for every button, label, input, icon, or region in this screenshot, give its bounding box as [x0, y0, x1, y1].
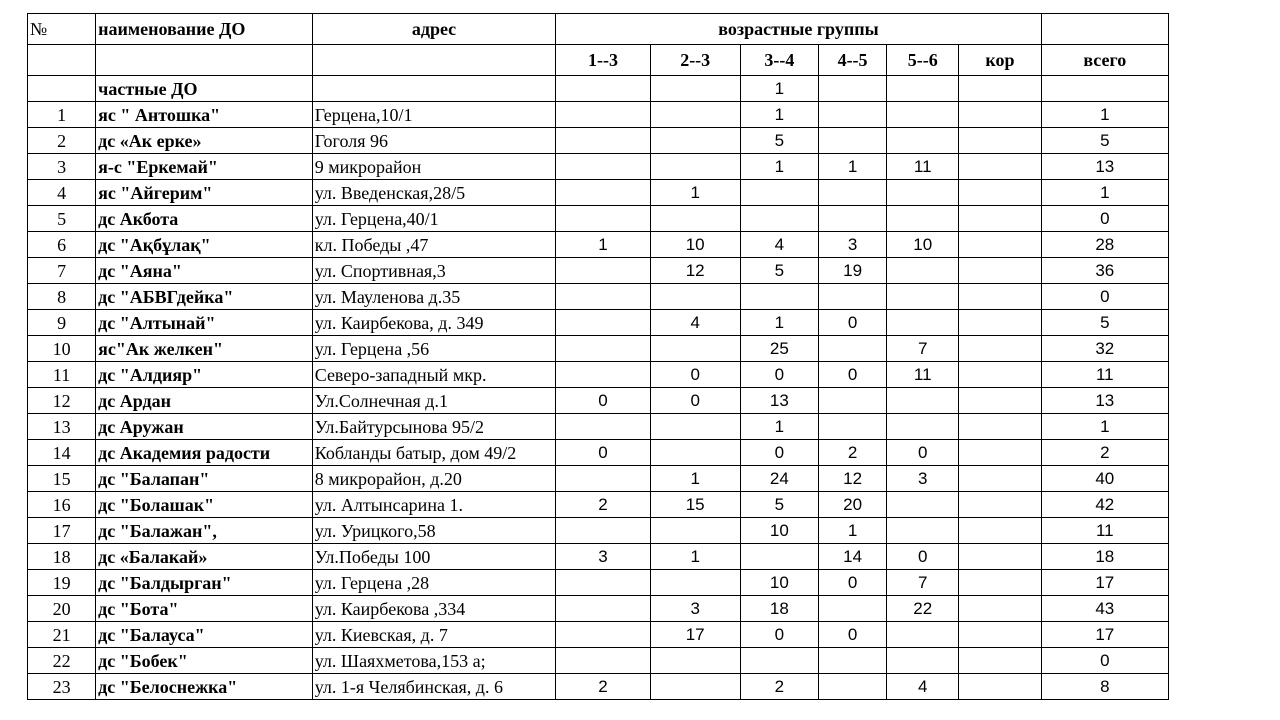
group-2-3-value: 1	[650, 466, 740, 492]
group-3-4-value: 1	[740, 154, 818, 180]
row-name: яс "Айгерим"	[96, 180, 313, 206]
group-3-4-value: 4	[740, 232, 818, 258]
group-1-3-value: 3	[556, 544, 650, 570]
group-1-3-value	[556, 362, 650, 388]
group-kor-value	[959, 388, 1041, 414]
group-5-6-value	[887, 648, 959, 674]
row-name: дс "Бота"	[96, 596, 313, 622]
row-address: Ул.Байтурсынова 95/2	[312, 414, 556, 440]
table-row	[28, 674, 1169, 700]
row-number: 14	[28, 440, 96, 466]
group-kor-value	[959, 284, 1041, 310]
group-1-3-value	[556, 102, 650, 128]
header-address: адрес	[312, 14, 556, 45]
row-name: дс "Ақбұлақ"	[96, 232, 313, 258]
header-group-1-3: 1--3	[556, 45, 650, 76]
group-5-6-value	[887, 310, 959, 336]
group-2-3-value: 15	[650, 492, 740, 518]
section-row	[28, 76, 1169, 102]
total-value: 0	[1041, 284, 1168, 310]
total-value: 17	[1041, 570, 1168, 596]
group-5-6-value	[887, 128, 959, 154]
row-address: ул. 1-я Челябинская, д. 6	[312, 674, 556, 700]
group-1-3-value	[556, 180, 650, 206]
row-name: дс "Болашак"	[96, 492, 313, 518]
group-3-4-value: 0	[740, 362, 818, 388]
row-number: 19	[28, 570, 96, 596]
group-kor-value	[959, 544, 1041, 570]
row-address: ул. Алтынсарина 1.	[312, 492, 556, 518]
group-2-3-value: 1	[650, 180, 740, 206]
row-number: 17	[28, 518, 96, 544]
total-value: 18	[1041, 544, 1168, 570]
group-2-3-value	[650, 336, 740, 362]
group-5-6-value: 10	[887, 232, 959, 258]
group-3-4-value	[740, 544, 818, 570]
group-kor-value	[959, 648, 1041, 674]
row-number: 16	[28, 492, 96, 518]
total-value: 32	[1041, 336, 1168, 362]
group-kor-value	[959, 518, 1041, 544]
group-4-5-value: 12	[818, 466, 886, 492]
row-address: ул. Введенская,28/5	[312, 180, 556, 206]
group-4-5-value	[818, 648, 886, 674]
group-4-5-value: 0	[818, 310, 886, 336]
row-address: Герцена,10/1	[312, 102, 556, 128]
group-4-5-value: 0	[818, 570, 886, 596]
row-number: 6	[28, 232, 96, 258]
group-1-3-value	[556, 596, 650, 622]
row-number: 1	[28, 102, 96, 128]
row-number: 4	[28, 180, 96, 206]
row-name: дс "Алдияр"	[96, 362, 313, 388]
group-1-3-value	[556, 206, 650, 232]
group-4-5-value: 2	[818, 440, 886, 466]
row-address: Кобланды батыр, дом 49/2	[312, 440, 556, 466]
table-row	[28, 596, 1169, 622]
table-row	[28, 284, 1169, 310]
total-value: 43	[1041, 596, 1168, 622]
group-3-4-value: 5	[740, 258, 818, 284]
group-kor-value	[959, 596, 1041, 622]
row-number: 21	[28, 622, 96, 648]
group-kor-value	[959, 232, 1041, 258]
total-value: 11	[1041, 518, 1168, 544]
group-5-6-value	[887, 388, 959, 414]
group-kor-value	[959, 258, 1041, 284]
row-number: 13	[28, 414, 96, 440]
group-kor-value	[959, 206, 1041, 232]
group-1-3-value: 1	[556, 232, 650, 258]
table-row	[28, 362, 1169, 388]
group-3-4-value: 1	[740, 310, 818, 336]
total-value: 1	[1041, 180, 1168, 206]
group-3-4-value	[740, 648, 818, 674]
row-name: дс "Бобек"	[96, 648, 313, 674]
row-address: ул. Каирбекова, д. 349	[312, 310, 556, 336]
header-group-5-6: 5--6	[887, 45, 959, 76]
row-name: дс Акбота	[96, 206, 313, 232]
table-row	[28, 466, 1169, 492]
total-value: 2	[1041, 440, 1168, 466]
row-name: дс "Аяна"	[96, 258, 313, 284]
row-address: 9 микрорайон	[312, 154, 556, 180]
row-address: ул. Герцена ,28	[312, 570, 556, 596]
row-number: 7	[28, 258, 96, 284]
table-row	[28, 180, 1169, 206]
header-row-1	[28, 14, 1169, 45]
row-name: дс Аружан	[96, 414, 313, 440]
group-4-5-value	[818, 596, 886, 622]
row-address: ул. Урицкого,58	[312, 518, 556, 544]
row-number: 10	[28, 336, 96, 362]
total-value: 0	[1041, 648, 1168, 674]
group-4-5-value: 0	[818, 622, 886, 648]
total-value: 13	[1041, 154, 1168, 180]
group-2-3-value: 3	[650, 596, 740, 622]
group-1-3-value	[556, 622, 650, 648]
group-2-3-value: 10	[650, 232, 740, 258]
group-4-5-value	[818, 284, 886, 310]
section-value	[818, 76, 886, 102]
header-group-2-3: 2--3	[650, 45, 740, 76]
group-5-6-value	[887, 492, 959, 518]
row-number: 5	[28, 206, 96, 232]
group-1-3-value	[556, 258, 650, 284]
group-kor-value	[959, 128, 1041, 154]
section-value	[959, 76, 1041, 102]
row-number: 23	[28, 674, 96, 700]
group-1-3-value	[556, 154, 650, 180]
row-name: я-с "Еркемай"	[96, 154, 313, 180]
group-4-5-value	[818, 180, 886, 206]
group-1-3-value	[556, 284, 650, 310]
group-kor-value	[959, 180, 1041, 206]
group-kor-value	[959, 674, 1041, 700]
group-1-3-value: 2	[556, 492, 650, 518]
section-value	[556, 76, 650, 102]
table-row	[28, 154, 1169, 180]
group-5-6-value	[887, 206, 959, 232]
row-name: дс "Алтынай"	[96, 310, 313, 336]
group-2-3-value	[650, 518, 740, 544]
group-kor-value	[959, 492, 1041, 518]
group-4-5-value: 14	[818, 544, 886, 570]
row-number: 22	[28, 648, 96, 674]
table-row	[28, 388, 1169, 414]
group-2-3-value	[650, 154, 740, 180]
section-value	[650, 76, 740, 102]
group-2-3-value: 0	[650, 388, 740, 414]
group-kor-value	[959, 102, 1041, 128]
table-row	[28, 310, 1169, 336]
group-2-3-value: 12	[650, 258, 740, 284]
section-value	[1041, 76, 1168, 102]
row-address: Северо-западный мкр.	[312, 362, 556, 388]
group-2-3-value	[650, 440, 740, 466]
group-2-3-value	[650, 414, 740, 440]
group-3-4-value: 18	[740, 596, 818, 622]
row-number: 15	[28, 466, 96, 492]
group-4-5-value	[818, 102, 886, 128]
group-kor-value	[959, 466, 1041, 492]
total-value: 5	[1041, 310, 1168, 336]
row-name: дс Академия радости	[96, 440, 313, 466]
group-3-4-value: 24	[740, 466, 818, 492]
group-1-3-value	[556, 128, 650, 154]
row-number: 18	[28, 544, 96, 570]
row-name: дс "Белоснежка"	[96, 674, 313, 700]
group-1-3-value: 2	[556, 674, 650, 700]
group-1-3-value: 0	[556, 388, 650, 414]
group-2-3-value	[650, 102, 740, 128]
group-kor-value	[959, 310, 1041, 336]
group-4-5-value: 1	[818, 154, 886, 180]
row-address: ул. Спортивная,3	[312, 258, 556, 284]
group-5-6-value: 11	[887, 362, 959, 388]
header-blank	[1041, 14, 1168, 45]
header-age-groups: возрастные группы	[556, 14, 1041, 45]
group-kor-value	[959, 622, 1041, 648]
group-1-3-value	[556, 310, 650, 336]
table-row	[28, 414, 1169, 440]
row-name: яс " Антошка"	[96, 102, 313, 128]
row-name: дс Ардан	[96, 388, 313, 414]
row-number: 2	[28, 128, 96, 154]
group-3-4-value	[740, 284, 818, 310]
group-4-5-value: 20	[818, 492, 886, 518]
total-value: 1	[1041, 414, 1168, 440]
group-kor-value	[959, 362, 1041, 388]
row-number: 12	[28, 388, 96, 414]
group-1-3-value	[556, 518, 650, 544]
row-name: дс "Балдырган"	[96, 570, 313, 596]
row-address: ул. Киевская, д. 7	[312, 622, 556, 648]
group-2-3-value: 4	[650, 310, 740, 336]
group-kor-value	[959, 440, 1041, 466]
row-name: дс "Балапан"	[96, 466, 313, 492]
group-2-3-value	[650, 128, 740, 154]
group-4-5-value: 3	[818, 232, 886, 258]
group-3-4-value: 25	[740, 336, 818, 362]
row-number: 9	[28, 310, 96, 336]
group-3-4-value: 2	[740, 674, 818, 700]
group-4-5-value: 19	[818, 258, 886, 284]
total-value: 36	[1041, 258, 1168, 284]
group-3-4-value: 0	[740, 440, 818, 466]
header-name: наименование ДО	[96, 14, 313, 45]
row-name: дс "АБВГдейка"	[96, 284, 313, 310]
table-row	[28, 232, 1169, 258]
row-address: ул. Герцена,40/1	[312, 206, 556, 232]
group-1-3-value	[556, 336, 650, 362]
group-3-4-value: 1	[740, 414, 818, 440]
group-4-5-value: 0	[818, 362, 886, 388]
group-4-5-value	[818, 336, 886, 362]
group-2-3-value	[650, 648, 740, 674]
group-5-6-value	[887, 414, 959, 440]
group-3-4-value	[740, 206, 818, 232]
row-address: Ул.Солнечная д.1	[312, 388, 556, 414]
group-4-5-value: 1	[818, 518, 886, 544]
row-name: дс «Балакай»	[96, 544, 313, 570]
group-2-3-value	[650, 284, 740, 310]
group-3-4-value: 5	[740, 128, 818, 154]
group-5-6-value: 7	[887, 570, 959, 596]
group-5-6-value	[887, 622, 959, 648]
table-row	[28, 492, 1169, 518]
table-row	[28, 102, 1169, 128]
section-address	[312, 76, 556, 102]
group-3-4-value: 5	[740, 492, 818, 518]
row-name: яс"Ак желкен"	[96, 336, 313, 362]
group-1-3-value: 0	[556, 440, 650, 466]
header-row-2	[28, 45, 1169, 76]
header-total: всего	[1041, 45, 1168, 76]
group-5-6-value	[887, 518, 959, 544]
group-2-3-value	[650, 206, 740, 232]
row-number: 20	[28, 596, 96, 622]
table-row	[28, 206, 1169, 232]
group-2-3-value: 17	[650, 622, 740, 648]
group-kor-value	[959, 570, 1041, 596]
group-4-5-value	[818, 128, 886, 154]
group-1-3-value	[556, 570, 650, 596]
section-number	[28, 76, 96, 102]
section-name: частные ДО	[96, 76, 313, 102]
kindergarten-table	[27, 13, 1169, 700]
group-2-3-value	[650, 674, 740, 700]
group-kor-value	[959, 414, 1041, 440]
group-1-3-value	[556, 648, 650, 674]
total-value: 17	[1041, 622, 1168, 648]
group-2-3-value: 1	[650, 544, 740, 570]
group-2-3-value	[650, 570, 740, 596]
row-name: дс «Ак ерке»	[96, 128, 313, 154]
total-value: 0	[1041, 206, 1168, 232]
group-5-6-value: 0	[887, 440, 959, 466]
row-address: Ул.Победы 100	[312, 544, 556, 570]
section-value: 1	[740, 76, 818, 102]
group-3-4-value: 10	[740, 570, 818, 596]
group-4-5-value	[818, 414, 886, 440]
header-group-4-5: 4--5	[818, 45, 886, 76]
row-address: 8 микрорайон, д.20	[312, 466, 556, 492]
group-kor-value	[959, 154, 1041, 180]
header-number: №	[28, 14, 96, 45]
table-row	[28, 258, 1169, 284]
total-value: 1	[1041, 102, 1168, 128]
group-5-6-value: 0	[887, 544, 959, 570]
group-1-3-value	[556, 466, 650, 492]
group-5-6-value: 3	[887, 466, 959, 492]
table-row	[28, 518, 1169, 544]
group-3-4-value: 10	[740, 518, 818, 544]
group-kor-value	[959, 336, 1041, 362]
table-row	[28, 544, 1169, 570]
group-5-6-value: 7	[887, 336, 959, 362]
table-row	[28, 336, 1169, 362]
table-row	[28, 648, 1169, 674]
header-blank	[312, 45, 556, 76]
group-5-6-value: 11	[887, 154, 959, 180]
table-row	[28, 440, 1169, 466]
total-value: 13	[1041, 388, 1168, 414]
group-2-3-value: 0	[650, 362, 740, 388]
group-3-4-value: 1	[740, 102, 818, 128]
total-value: 40	[1041, 466, 1168, 492]
row-address: ул. Герцена ,56	[312, 336, 556, 362]
total-value: 11	[1041, 362, 1168, 388]
group-5-6-value	[887, 180, 959, 206]
row-number: 11	[28, 362, 96, 388]
group-3-4-value: 0	[740, 622, 818, 648]
group-5-6-value: 4	[887, 674, 959, 700]
group-4-5-value	[818, 206, 886, 232]
row-name: дс "Балауса"	[96, 622, 313, 648]
row-address: ул. Мауленова д.35	[312, 284, 556, 310]
row-address: ул. Шаяхметова,153 а;	[312, 648, 556, 674]
header-group-3-4: 3--4	[740, 45, 818, 76]
row-address: Гоголя 96	[312, 128, 556, 154]
group-3-4-value: 13	[740, 388, 818, 414]
group-1-3-value	[556, 414, 650, 440]
group-4-5-value	[818, 388, 886, 414]
group-5-6-value	[887, 258, 959, 284]
row-name: дс "Балажан",	[96, 518, 313, 544]
row-number: 3	[28, 154, 96, 180]
group-5-6-value: 22	[887, 596, 959, 622]
header-blank	[96, 45, 313, 76]
total-value: 42	[1041, 492, 1168, 518]
row-address: кл. Победы ,47	[312, 232, 556, 258]
group-3-4-value	[740, 180, 818, 206]
total-value: 5	[1041, 128, 1168, 154]
total-value: 28	[1041, 232, 1168, 258]
row-address: ул. Каирбекова ,334	[312, 596, 556, 622]
table-row	[28, 622, 1169, 648]
group-5-6-value	[887, 284, 959, 310]
group-4-5-value	[818, 674, 886, 700]
group-5-6-value	[887, 102, 959, 128]
section-value	[887, 76, 959, 102]
row-number: 8	[28, 284, 96, 310]
table-row	[28, 128, 1169, 154]
table-row	[28, 570, 1169, 596]
header-blank	[28, 45, 96, 76]
total-value: 8	[1041, 674, 1168, 700]
header-group-kor: кор	[959, 45, 1041, 76]
